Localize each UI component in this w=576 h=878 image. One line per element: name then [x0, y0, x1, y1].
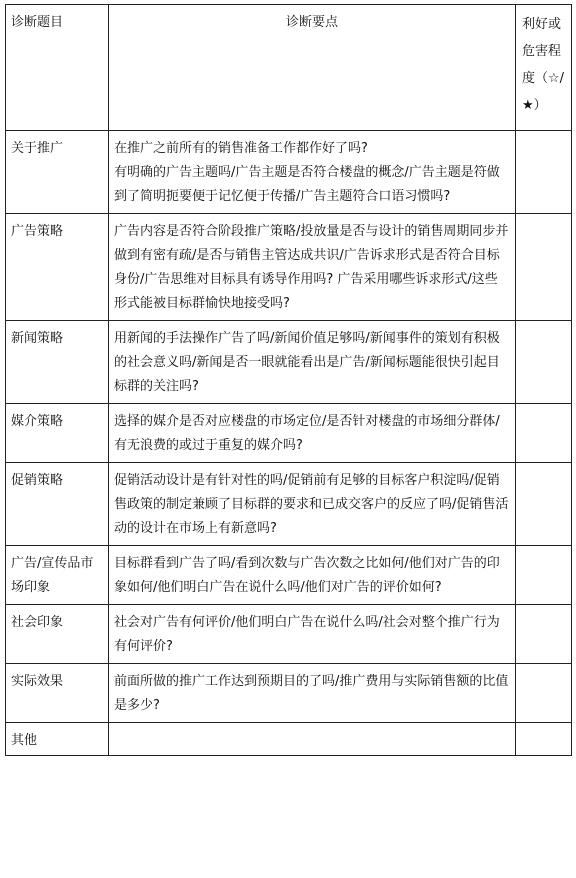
table-row — [6, 214, 572, 321]
header-topic: 诊断题目 — [6, 5, 109, 131]
row-points — [109, 605, 516, 664]
row-points — [109, 214, 516, 321]
point-text: 用新闻的手法操作广告了吗/新闻价值足够吗/新闻事件的策划有积极的社会意义吗/新闻是否一眼就能看出是广告/新闻标题能很快引起目标群的关注吗? — [114, 331, 500, 394]
point-text: 目标群看到广告了吗/看到次数与广告次数之比如何/他们对广告的印象如何/他们明白广告在说什么吗/他们对广告的评价如何? — [114, 556, 500, 595]
header-rating: 利好或危害程度（☆/★） — [516, 5, 572, 131]
row-topic: 促销策略 — [6, 463, 109, 546]
table-row — [6, 321, 572, 404]
table-row — [6, 404, 572, 463]
point-text: 有明确的广告主题吗/广告主题是否符合楼盘的概念/广告主题是符做到了简明扼要便于记忆便于传播/广告主题符合口语习惯吗? — [114, 165, 500, 204]
point-text: 社会对广告有何评价/他们明白广告在说什么吗/社会对整个推广行为有何评价? — [114, 615, 500, 654]
point-text: 在推广之前所有的销售准备工作都作好了吗? — [114, 141, 368, 156]
header-points: 诊断要点 — [109, 5, 516, 131]
row-topic: 社会印象 — [6, 605, 109, 664]
table-row — [6, 463, 572, 546]
table-row — [6, 664, 572, 723]
point-text: 促销活动设计是有针对性的吗/促销前有足够的目标客户积淀吗/促销售政策的制定兼顾了目标群的要求和已成交客户的反应了吗/促销售活动的设计在市场上有新意吗? — [114, 473, 509, 536]
row-rating — [516, 463, 572, 546]
row-rating — [516, 404, 572, 463]
row-rating — [516, 723, 572, 756]
table-row — [6, 723, 572, 756]
row-points — [109, 723, 516, 756]
diagnosis-table — [5, 4, 572, 756]
row-rating — [516, 131, 572, 214]
row-topic: 实际效果 — [6, 664, 109, 723]
row-topic: 关于推广 — [6, 131, 109, 214]
row-points — [109, 664, 516, 723]
row-topic: 媒介策略 — [6, 404, 109, 463]
table-row — [6, 546, 572, 605]
row-rating — [516, 321, 572, 404]
table-header-row — [6, 5, 572, 131]
row-points — [109, 546, 516, 605]
row-points — [109, 404, 516, 463]
row-points — [109, 131, 516, 214]
row-rating — [516, 546, 572, 605]
row-topic: 广告策略 — [6, 214, 109, 321]
table-row — [6, 131, 572, 214]
row-topic: 广告/宣传品市场印象 — [6, 546, 109, 605]
row-points — [109, 321, 516, 404]
table-row — [6, 605, 572, 664]
row-rating — [516, 664, 572, 723]
row-topic: 其他 — [6, 723, 109, 756]
row-rating — [516, 605, 572, 664]
row-points — [109, 463, 516, 546]
row-topic: 新闻策略 — [6, 321, 109, 404]
point-text: 选择的媒介是否对应楼盘的市场定位/是否针对楼盘的市场细分群体/ 有无浪费的或过于重复的媒介吗? — [114, 414, 500, 453]
row-rating — [516, 214, 572, 321]
point-text: 前面所做的推广工作达到预期目的了吗/推广费用与实际销售额的比值是多少? — [114, 674, 509, 713]
point-text: 广告内容是否符合阶段推广策略/投放量是否与设计的销售周期同步并做到有密有疏/是否与销售主管达成共识/广告诉求形式是否符合目标身份/广告思维对目标具有诱导作用吗? 广告采用哪些诉求形式/这些形式能被目标群愉快地接受吗? — [114, 224, 509, 311]
